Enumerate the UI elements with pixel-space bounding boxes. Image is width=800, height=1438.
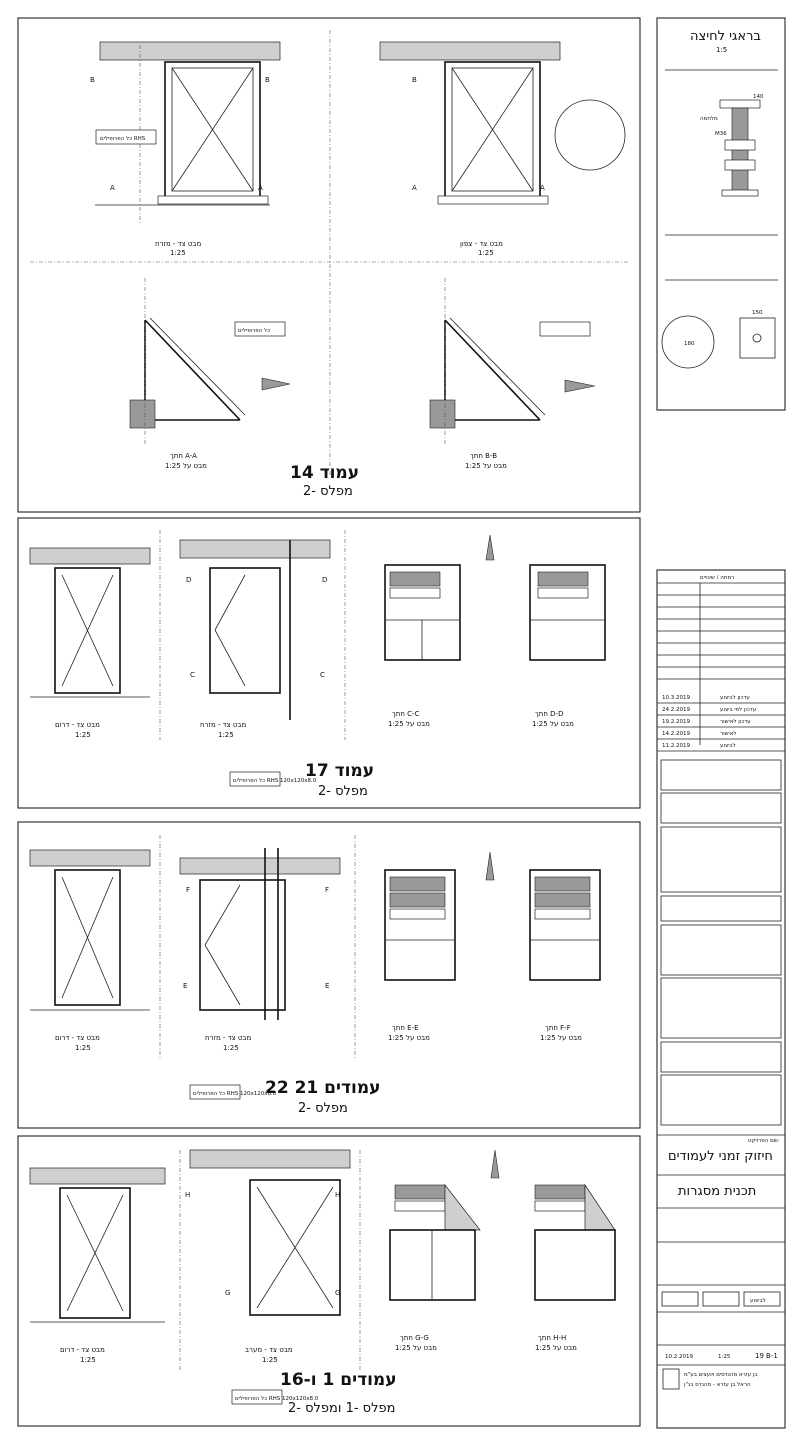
view-section-bb [430, 278, 595, 445]
view-label: מבט צד - דרום [55, 721, 100, 729]
project-label: שם הפרויקט: [748, 1138, 780, 1144]
svg-text:B: B [412, 76, 417, 84]
view-label: מבט צד - מזרח [200, 721, 247, 729]
view-scale: מבט על 1:25 [165, 462, 207, 470]
section-subtitle: מפלס -2 [298, 1101, 348, 1116]
title-block [657, 570, 785, 1428]
svg-text:D: D [186, 576, 192, 584]
view-label: חתך H-H [538, 1334, 567, 1342]
revision-desc: לביצוע [720, 743, 736, 749]
view-label: מבט צד - דרום [55, 1034, 100, 1042]
view-scale: 1:25 [170, 249, 186, 257]
drawing-scale: 1:25 [718, 1354, 731, 1360]
svg-text:H: H [185, 1191, 191, 1199]
svg-text:A: A [110, 184, 115, 192]
profile-note: כל הפרופילים RHS 120x120x8.0 [235, 1396, 319, 1402]
svg-text:C: C [190, 671, 195, 679]
view-section-aa [130, 278, 290, 445]
svg-text:G: G [225, 1289, 231, 1297]
view-side-east-17 [180, 540, 330, 720]
revision-desc: עדכון לביצוע [720, 695, 750, 701]
svg-text:F: F [325, 886, 330, 894]
svg-text:כל הפרופילים: כל הפרופילים [238, 328, 271, 334]
engineer-name: הראל בן עזרא - מהנדס בנ"ן [684, 1382, 751, 1388]
view-label: מבט צד - מזרח [205, 1034, 252, 1042]
view-label: חתך B-B [470, 452, 498, 460]
stage-label: לביצוע [750, 1298, 766, 1304]
detail-note: מלחמה [700, 116, 718, 122]
detail-panel [657, 18, 785, 410]
view-side-north-14 [380, 42, 625, 204]
view-scale: 1:25 [262, 1356, 278, 1364]
section-column-17 [18, 518, 640, 808]
svg-text:F: F [186, 886, 191, 894]
view-scale: 1:25 [80, 1356, 96, 1364]
svg-text:E: E [183, 982, 188, 990]
view-label: מבט צד - מערב [245, 1346, 293, 1354]
section-subtitle: מפלס -1 ומפלס -2 [288, 1401, 396, 1416]
view-scale: 1:25 [223, 1044, 239, 1052]
view-scale: מבט על 1:25 [388, 720, 430, 728]
profile-note: כל הפרופילים RHS 120x120x8.0 [193, 1091, 277, 1097]
sheet-prefix: 19 [755, 1352, 764, 1360]
section-columns-21-22 [18, 822, 640, 1128]
view-section-ff [486, 852, 600, 980]
svg-text:A: A [412, 184, 417, 192]
revision-date: 10.3.2019 [662, 695, 690, 701]
section-column-14 [18, 18, 640, 512]
drawing-title: חיזוק זמני לעמודים [668, 1149, 773, 1164]
detail-dim: 150 [752, 310, 763, 316]
view-label: חתך G-G [400, 1334, 429, 1342]
view-label: מבט צד - צפון [460, 240, 503, 248]
view-label: חתך A-A [170, 452, 197, 460]
view-section-gg [390, 1185, 480, 1300]
section-title: עמודים 21 22 [265, 1078, 381, 1098]
view-section-cc [385, 565, 460, 660]
view-side-east-21 [180, 848, 340, 1020]
view-label: חתך F-F [545, 1024, 571, 1032]
section-columns-1-16 [18, 1136, 640, 1426]
revision-date: 11.2.2019 [662, 743, 690, 749]
view-scale: מבט על 1:25 [540, 1034, 582, 1042]
view-label: מבט צד - מזרח [155, 240, 202, 248]
view-label: חתך D-D [535, 710, 564, 718]
section-title: עמוד 14 [290, 463, 360, 483]
view-scale: 1:25 [75, 731, 91, 739]
view-label: חתך E-E [392, 1024, 419, 1032]
revision-date: 24.2.2019 [662, 707, 690, 713]
section-subtitle: מפלס -2 [318, 784, 368, 799]
svg-text:B: B [90, 76, 95, 84]
svg-text:B: B [265, 76, 270, 84]
detail-dim: 140 [753, 94, 764, 100]
view-side-south-1 [30, 1168, 165, 1322]
detail-scale: 1:5 [716, 46, 728, 54]
revisions-header: רמתה / שינויים [700, 575, 735, 581]
view-side-west-1 [185, 1150, 350, 1315]
svg-text:D: D [322, 576, 328, 584]
view-side-south-17 [30, 548, 150, 697]
svg-text:E: E [325, 982, 330, 990]
office-name: בן עזרא מהנדסים ויועצים בע"מ [684, 1372, 758, 1378]
detail-dim: 180 [684, 341, 695, 347]
revision-desc: עדכון לאישור [720, 719, 751, 725]
view-scale: מבט על 1:25 [388, 1034, 430, 1042]
view-section-hh [491, 1150, 615, 1300]
view-scale: מבט על 1:25 [465, 462, 507, 470]
view-scale: 1:25 [218, 731, 234, 739]
view-scale: מבט על 1:25 [535, 1344, 577, 1352]
view-side-south-21 [30, 850, 150, 1010]
profile-note: כל הפרופילים RHS 120x120x8.0 [233, 778, 317, 784]
svg-text:כל הפרופילים RHS: כל הפרופילים RHS [100, 136, 146, 142]
section-title: עמוד 17 [305, 761, 375, 781]
detail-dim: M36 [715, 131, 727, 137]
revision-desc: עדכון לפי ביצוע [720, 707, 757, 713]
svg-text:A: A [540, 184, 545, 192]
section-title: עמודים 1 ו-16 [280, 1370, 397, 1390]
drawing-date: 10.2.2019 [665, 1354, 693, 1360]
view-side-east-14 [90, 42, 280, 225]
view-scale: 1:25 [478, 249, 494, 257]
view-scale: 1:25 [75, 1044, 91, 1052]
detail-title: בראגי לחיצה [690, 29, 761, 44]
drawing-subtitle: תכנית מסגרות [678, 1184, 757, 1199]
svg-text:G: G [335, 1289, 341, 1297]
svg-text:A: A [258, 184, 263, 192]
view-scale: מבט על 1:25 [395, 1344, 437, 1352]
view-section-dd [486, 535, 605, 660]
sheet-number: B-1 [766, 1352, 778, 1360]
revision-desc: לאישור [720, 731, 737, 737]
svg-text:C: C [320, 671, 325, 679]
view-label: מבט צד - דרום [60, 1346, 105, 1354]
section-subtitle: מפלס -2 [303, 484, 353, 499]
revision-date: 14.2.2019 [662, 731, 690, 737]
view-label: חתך C-C [392, 710, 420, 718]
view-scale: מבט על 1:25 [532, 720, 574, 728]
revision-date: 19.2.2019 [662, 719, 690, 725]
svg-text:H: H [335, 1191, 341, 1199]
view-section-ee [385, 870, 455, 980]
